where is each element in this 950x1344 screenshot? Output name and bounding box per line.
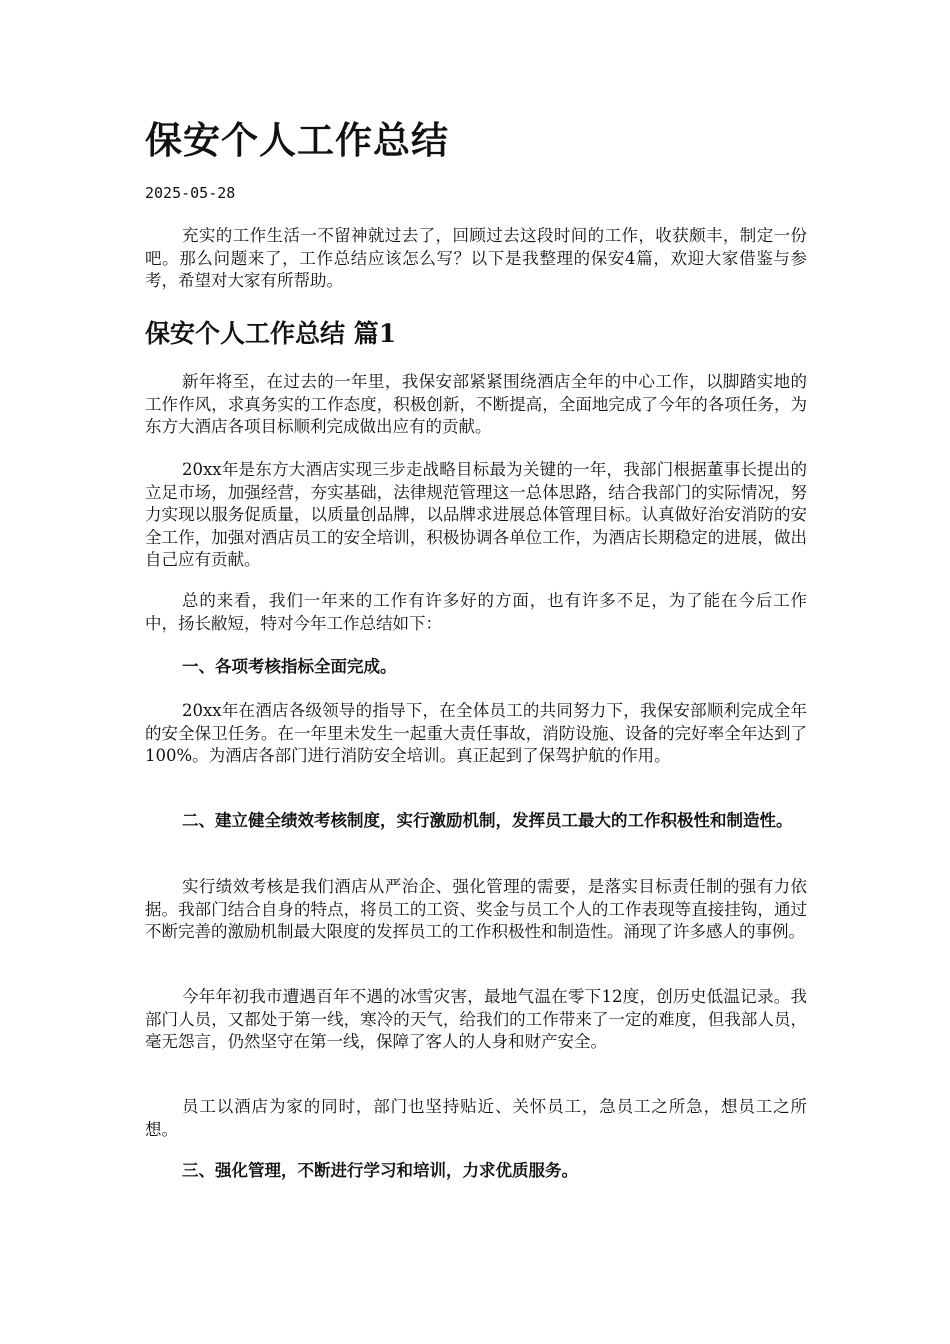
document-date: 2025-05-28 xyxy=(145,184,236,202)
paragraph-3: 总的来看，我们一年来的工作有许多好的方面，也有许多不足，为了能在今后工作中，扬长敝短，特对今年工作总结如下： xyxy=(145,591,807,633)
paragraph-7: 员工以酒店为家的同时，部门也坚持贴近、关怀员工，急员工之所急，想员工之所想。 xyxy=(145,1097,807,1139)
document-title: 保安个人工作总结 xyxy=(145,118,449,162)
subheading-3: 三、强化管理，不断进行学习和培训，力求优质服务。 xyxy=(182,1161,578,1180)
paragraph-5: 实行绩效考核是我们酒店从严治企、强化管理的需要，是落实目标责任制的强有力依据。我部门结合自身的特点，将员工的工资、奖金与员工个人的工作表现等直接挂钩，通过不断完善的激励机制最大限度的发挥员工的工作积极性和制造性。涌现了许多感人的事例。 xyxy=(145,877,807,941)
paragraph-2: 20xx年是东方大酒店实现三步走战略目标最为关键的一年，我部门根据董事长提出的立足市场，加强经营，夯实基础，法律规范管理这一总体思路，结合我部门的实际情况，努力实现以服务促质量，以质量创品牌，以品牌求进展总体管理目标。认真做好治安消防的安全工作，加强对酒店员工的安全培训，积极协调各单位工作，为酒店长期稳定的进展，做出自己应有贡献。 xyxy=(145,460,807,569)
paragraph-4: 20xx年在酒店各级领导的指导下，在全体员工的共同努力下，我保安部顺利完成全年的安全保卫任务。在一年里未发生一起重大责任事故，消防设施、设备的完好率全年达到了100%。为酒店各部门进行消防安全培训。真正起到了保驾护航的作用。 xyxy=(145,701,807,765)
subheading-2: 二、建立健全绩效考核制度，实行激励机制，发挥员工最大的工作积极性和制造性。 xyxy=(182,811,793,830)
paragraph-6: 今年年初我市遭遇百年不遇的冰雪灾害，最地气温在零下12度，创历史低温记录。我部门人员，又都处于第一线，寒冷的天气，给我们的工作带来了一定的难度，但我部人员，毫无怨言，仍然坚守在第一线，保障了客人的人身和财产安全。 xyxy=(145,987,807,1051)
section-title: 保安个人工作总结 篇1 xyxy=(145,319,397,348)
intro-paragraph: 充实的工作生活一不留神就过去了，回顾过去这段时间的工作，收获颇丰，制定一份吧。那么问题来了，工作总结应该怎么写？以下是我整理的保安4篇，欢迎大家借鉴与参考，希望对大家有所帮助。 xyxy=(145,226,807,290)
subheading-1: 一、各项考核指标全面完成。 xyxy=(182,657,397,676)
paragraph-1: 新年将至，在过去的一年里，我保安部紧紧围绕酒店全年的中心工作，以脚踏实地的工作作风，求真务实的工作态度，积极创新，不断提高，全面地完成了今年的各项任务，为东方大酒店各项目标顺利完成做出应有的贡献。 xyxy=(145,372,807,436)
